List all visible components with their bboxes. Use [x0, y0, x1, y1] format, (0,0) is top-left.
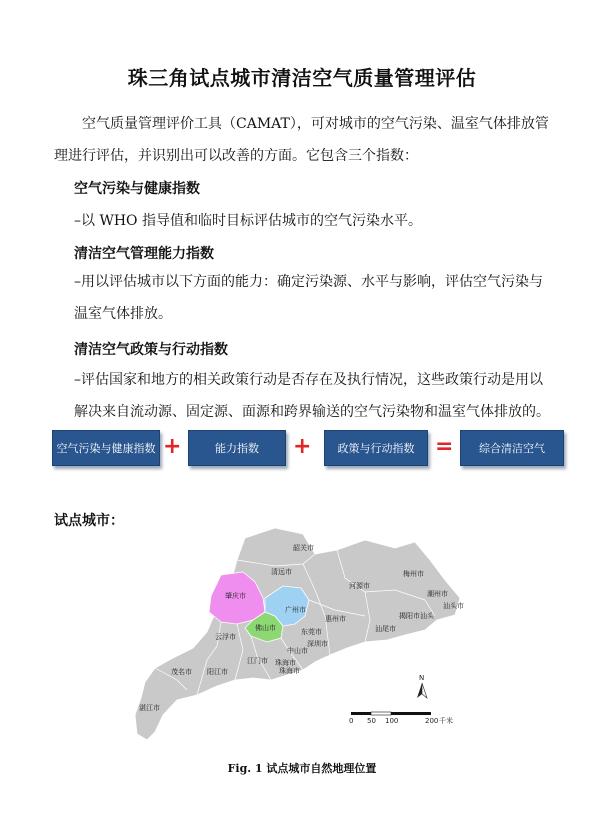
city-label-shenzhen: 深圳市 [307, 640, 328, 648]
city-label-zhuhai: 珠海市 [275, 659, 296, 667]
city-label-guangzhou: 广州市 [285, 606, 306, 614]
city-label-maoming: 茂名市 [171, 668, 192, 676]
city-label-jieyang-shantou: 揭阳市汕头 [399, 612, 434, 620]
city-label-shaoguan: 韶关市 [293, 544, 314, 552]
equals-sign: = [435, 434, 454, 459]
city-label-shantou: 汕头市 [443, 602, 464, 610]
intro-text: 空气质量管理评价工具（CAMAT），可对城市的空气污染、温室气体排放管理进行评估，并识别出可以改善的方面。 [54, 116, 549, 164]
city-label-meizhou: 梅州市 [403, 570, 424, 578]
pilot-cities-label: 试点城市： [54, 513, 124, 529]
map-svg [125, 520, 475, 745]
city-label-jiangmen: 江门市 [247, 657, 268, 665]
scale-bar [349, 712, 453, 725]
section-text-capacity: –用以评估城市以下方面的能力：确定污染源、水平与影响，评估空气污染与温室气体排放。 [74, 274, 543, 322]
north-arrow-icon [417, 674, 427, 698]
city-label-foshan: 佛山市 [255, 624, 276, 632]
intro-paragraph [54, 108, 550, 172]
city-label-yunfu: 云浮市 [215, 633, 236, 641]
page-title: 珠三角试点城市清洁空气质量管理评估 [127, 66, 477, 90]
section-text-health: –以 WHO 指导值和临时目标评估城市的空气污染水平。 [74, 213, 422, 229]
city-label-zhuhai-2: 珠海市 [279, 667, 300, 675]
scale-tick: 100 [385, 717, 399, 725]
city-label-chaozhou: 潮州市 [427, 590, 448, 598]
city-label-heyuan: 河源市 [349, 582, 370, 590]
city-label-zhongshan: 中山市 [287, 647, 308, 655]
figure-caption: Fig. 1 试点城市自然地理位置 [227, 762, 377, 775]
formula-box-health: 空气污染与健康指数 [52, 430, 160, 466]
plus-sign: + [293, 434, 312, 459]
section-heading-capacity: 清洁空气管理能力指数 [74, 246, 214, 262]
city-label-huizhou: 惠州市 [325, 615, 346, 623]
pilot-cities-map [125, 520, 475, 745]
scale-tick: 0 [349, 717, 354, 725]
section-heading-health: 空气污染与健康指数 [74, 181, 200, 197]
formula-box-overall: 综合清洁空气 [460, 430, 564, 466]
svg-text:N: N [419, 674, 425, 682]
scale-tick: 50 [367, 717, 376, 725]
city-label-zhanjiang: 湛江市 [139, 704, 160, 712]
section-heading-policy: 清洁空气政策与行动指数 [74, 342, 228, 358]
intro-text-2: 它包含三个指数： [306, 148, 418, 164]
city-label-zhaoqing: 肇庆市 [225, 592, 246, 600]
city-label-qingyuan: 清远市 [271, 568, 292, 576]
section-text-policy: –评估国家和地方的相关政策行动是否存在及执行情况，这些政策行动是用以解决来自流动源、固定源、面源和跨界输送的空气污染物和温室气体排放的。 [74, 372, 550, 420]
formula-box-policy: 政策与行动指数 [324, 430, 428, 466]
guangdong-region [135, 528, 460, 740]
index-formula [0, 430, 604, 470]
city-label-shanwei: 汕尾市 [375, 625, 396, 633]
formula-box-capacity: 能力指数 [188, 430, 286, 466]
city-label-yangjiang: 阳江市 [207, 668, 228, 676]
scale-unit: 千米 [439, 717, 453, 725]
plus-sign: + [163, 434, 182, 459]
city-label-dongguan: 东莞市 [301, 628, 322, 636]
scale-tick: 200 [425, 717, 439, 725]
